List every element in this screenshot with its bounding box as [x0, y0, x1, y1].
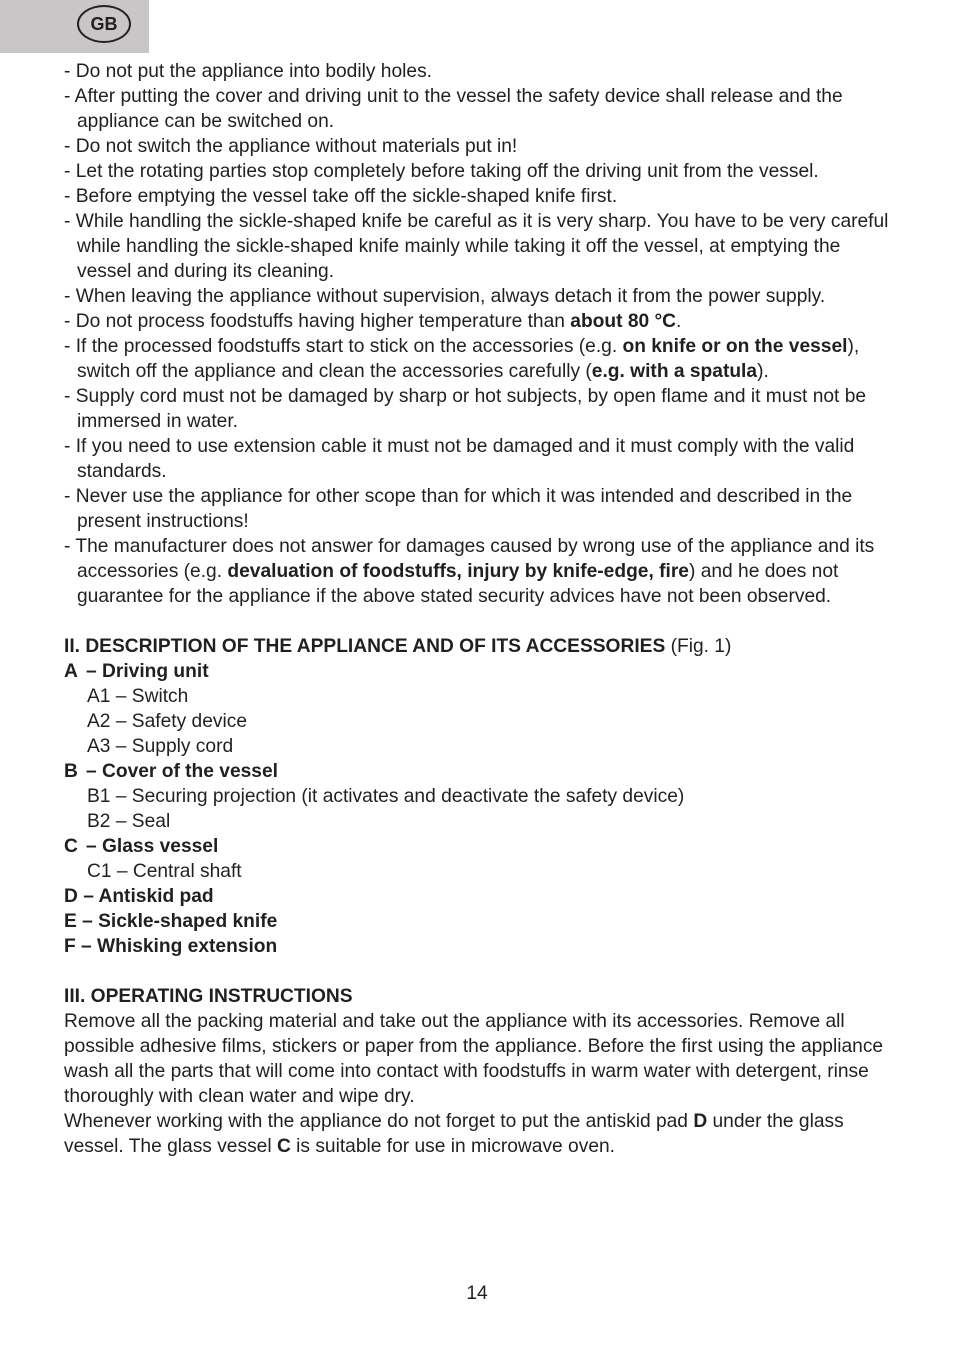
language-tab — [0, 0, 149, 53]
safety-bullet: - After putting the cover and driving unit to the vessel the safety device shall release and the appliance can be switched on. — [64, 86, 843, 132]
sub-part-item: C1 – Central shaft — [87, 861, 242, 882]
sub-part-item: A3 – Supply cord — [87, 736, 234, 757]
safety-bullet: - The manufacturer does not answer for damages caused by wrong use of the appliance and its accessories (e.g. devaluation of foodstuffs, injury by knife-edge, fire) and he does not guarantee for the appliance if the above stated security advices have not been observed. — [64, 536, 875, 607]
safety-bullet: - Before emptying the vessel take off the sickle-shaped knife first. — [64, 186, 618, 207]
safety-bullet: - When leaving the appliance without supervision, always detach it from the power supply. — [64, 286, 826, 307]
sub-part-item: B2 – Seal — [87, 811, 171, 832]
part-heading-c: C – Glass vessel — [64, 836, 219, 857]
part-heading-d: D – Antiskid pad — [64, 886, 214, 907]
safety-bullet: - Do not process foodstuffs having higher temperature than about 80 °C. — [64, 311, 682, 332]
page-number: 14 — [466, 1283, 488, 1304]
operating-paragraph: Remove all the packing material and take out the appliance with its accessories. Remove all possible adhesive films, stickers or paper from the appliance. Before the first using the appliance wash all the parts that will come into contact with foodstuffs in warm water with detergent, rinse thoroughly with clean water and wipe dry. — [64, 1011, 884, 1107]
safety-bullet: - Do not switch the appliance without materials put in! — [64, 136, 518, 157]
safety-bullet: - Never use the appliance for other scope than for which it was intended and described in the present instructions! — [64, 486, 853, 532]
safety-bullet: - Let the rotating parties stop completely before taking off the driving unit from the vessel. — [64, 161, 819, 182]
safety-bullet: - Do not put the appliance into bodily holes. — [64, 61, 433, 82]
page-content — [64, 59, 894, 1159]
safety-bullet: - While handling the sickle-shaped knife be careful as it is very sharp. You have to be very careful while handling the sickle-shaped knife mainly while taking it off the vessel, at emptying the vessel and during its cleaning. — [64, 211, 889, 282]
part-heading-f: F – Whisking extension — [64, 936, 278, 957]
sub-part-item: A2 – Safety device — [87, 711, 247, 732]
sub-part-item: B1 – Securing projection (it activates and deactivate the safety device) — [87, 786, 685, 807]
language-badge: GB — [77, 5, 131, 43]
part-heading-b: B – Cover of the vessel — [64, 761, 278, 782]
sub-part-item: A1 – Switch — [87, 686, 189, 707]
operating-heading: III. OPERATING INSTRUCTIONS — [64, 986, 353, 1007]
safety-bullet: - Supply cord must not be damaged by sharp or hot subjects, by open flame and it must not be immersed in water. — [64, 386, 867, 432]
description-heading: II. DESCRIPTION OF THE APPLIANCE AND OF ITS ACCESSORIES (Fig. 1) — [64, 636, 732, 657]
safety-bullet: - If the processed foodstuffs start to stick on the accessories (e.g. on knife or on the vessel), switch off the appliance and clean the accessories carefully (e.g. with a spatula). — [64, 336, 860, 382]
part-heading-a: A – Driving unit — [64, 661, 209, 682]
operating-paragraph: Whenever working with the appliance do not forget to put the antiskid pad D under the glass vessel. The glass vessel C is suitable for use in microwave oven. — [64, 1111, 844, 1157]
part-heading-e: E – Sickle-shaped knife — [64, 911, 278, 932]
safety-bullet: - If you need to use extension cable it must not be damaged and it must comply with the valid standards. — [64, 436, 855, 482]
